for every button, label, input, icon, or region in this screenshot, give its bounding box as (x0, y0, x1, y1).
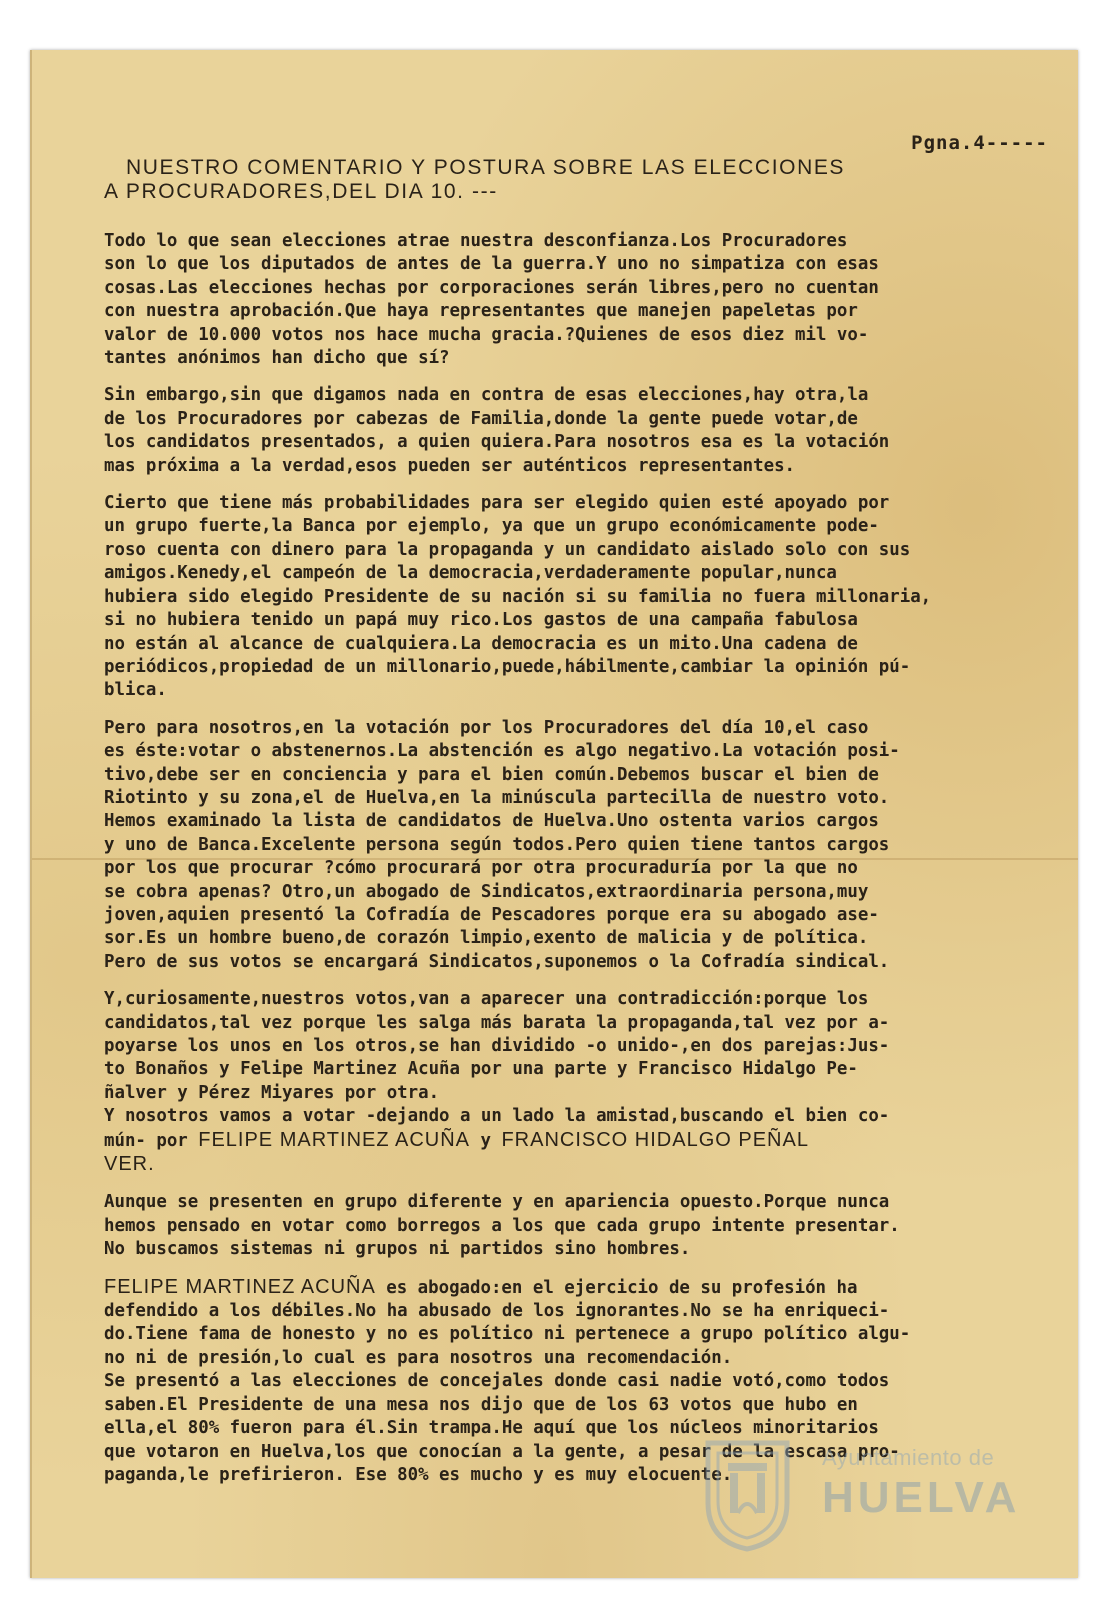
paragraph-2: Sin embargo,sin que digamos nada en contra de esas elecciones,hay otra,la de los Procuradores por cabezas de Familia,donde la gente puede votar,de los candidatos presentados, a quien quiera.Para nosotros esa es la votación mas próxima a la verdad,esos pueden ser auténticos representantes. (104, 385, 890, 476)
candidate-name-1: FELIPE MARTINEZ ACUÑA (198, 1128, 471, 1151)
paragraph-6 (104, 1105, 1054, 1177)
document-title (104, 156, 1054, 204)
paragraph-7: Aunque se presenten en grupo diferente y en apariencia opuesto.Porque nunca hemos pensado en votar como borregos a los que cada grupo intente presentar. No buscamos sistemas ni grupos ni partidos sino hombres. (104, 1192, 900, 1260)
paragraph-6-conjunction: y (470, 1130, 502, 1151)
paragraph-1: Todo lo que sean elecciones atrae nuestra desconfianza.Los Procuradores son lo que los diputados de antes de la guerra.Y uno no simpatiza con esas cosas.Las elecciones hechas por corporaciones serán libres,pero no cuentan con nuestra aprobación.Que haya representantes que manejen papeletas por valor de 10.000 votos nos hace mucha gracia.?Quienes de esos diez mil vo- tantes anónimos han dicho que sí? (104, 231, 879, 369)
paragraph-3: Cierto que tiene más probabilidades para ser elegido quien esté apoyado por un grupo fuerte,la Banca por ejemplo, ya que un grupo económicamente pode- roso cuenta con dinero para la propaganda y un candidato aislado solo con sus amigos.Kenedy,el campeón de la democracia,verdaderamente popular,nunca hubiera sido elegido Presidente de su nación si su familia no fuera millonaria, si no hubiera tenido un papá muy rico.Los gastos de una campaña fabulosa no están al alcance de cualquiera.La democracia es un mito.Una cadena de periódicos,propiedad de un millonario,puede,hábilmente,cambiar la opinión pú- blica. (104, 493, 932, 701)
paragraph-6-text: Y nosotros vamos a votar -dejando a un lado la amistad,buscando el bien co- mún- por (104, 1106, 890, 1151)
coat-of-arms-icon (700, 1433, 795, 1553)
watermark-line-1: Ayuntamiento de (822, 1445, 995, 1470)
document-sheet (30, 50, 1078, 1578)
page-number: Pgna.4----- (911, 132, 1048, 154)
paragraph-5: Y,curiosamente,nuestros votos,van a aparecer una contradicción:porque los candidatos,tal vez porque les salga más barata la propaganda,tal vez por a- poyarse los unos en los otros,se han dividido -o unido-,en dos parejas:Jus- to Bonaños y Felipe Martinez Acuña por una parte y Francisco Hidalgo Pe- ñalver y Pérez Miyares por otra. (104, 989, 890, 1103)
candidate-name-heading: FELIPE MARTINEZ ACUÑA (104, 1275, 376, 1298)
paragraph-4: Pero para nosotros,en la votación por los Procuradores del día 10,el caso es éste:votar o abstenernos.La abstención es algo negativo.La votación posi- tivo,debe ser en conciencia y para el bien común.Debemos buscar el bien de Riotinto y su zona,el de Huelva,en la minúscula partecilla de nuestro voto. Hemos examinado la lista de candidatos de Huelva.Uno ostenta varios cargos y uno de Banca.Excelente persona según todos.Pero quien tiene tantos cargos por los que procurar ?cómo procurará por otra procuraduría por la que no se cobra apenas? Otro,un abogado de Sindicatos,extraordinaria persona,muy joven,aquien presentó la Cofradía de Pescadores porque era su abogado ase- sor.Es un hombre bueno,de corazón limpio,exento de malicia y de política. Pero de sus votos se encargará Sindicatos,suponemos o la Cofradía sindical. (104, 717, 900, 972)
document-body (104, 132, 1054, 1501)
archive-watermark (700, 1425, 1030, 1560)
paragraph-8-text: es abogado:en el ejercicio de su profesión ha defendido a los débiles.No ha abusado de los ignorantes.No se ha enriqueci- do.Tiene fama de honesto y no es político ni pertenece a grupo político algu- no ni de presión,lo cual es para nosotros una recomendación. (104, 1277, 911, 1368)
watermark-line-2: HUELVA (822, 1473, 1021, 1522)
paragraph-9: Se presentó a las elecciones de concejales donde casi nadie votó,como todos saben.El Presidente de una mesa nos dijo que de los 63 votos que hubo en ella,el 80% fueron para él.Sin trampa.He aquí que los núcleos minoritarios que votaron en Huelva,los que conocían a la gente, a pesar de la escasa pro- paganda,le prefirieron. Ese 80% es mucho y es muy elocuente. (104, 1371, 900, 1485)
candidate-name-2: FRANCISCO HIDALGO PEÑAL VER. (104, 1128, 809, 1176)
title-line-1: NUESTRO COMENTARIO Y POSTURA SOBRE LAS ELECCIONES (126, 156, 846, 179)
paragraph-8 (104, 1276, 1054, 1371)
title-line-2: A PROCURADORES,DEL DIA 10. --- (104, 180, 498, 203)
